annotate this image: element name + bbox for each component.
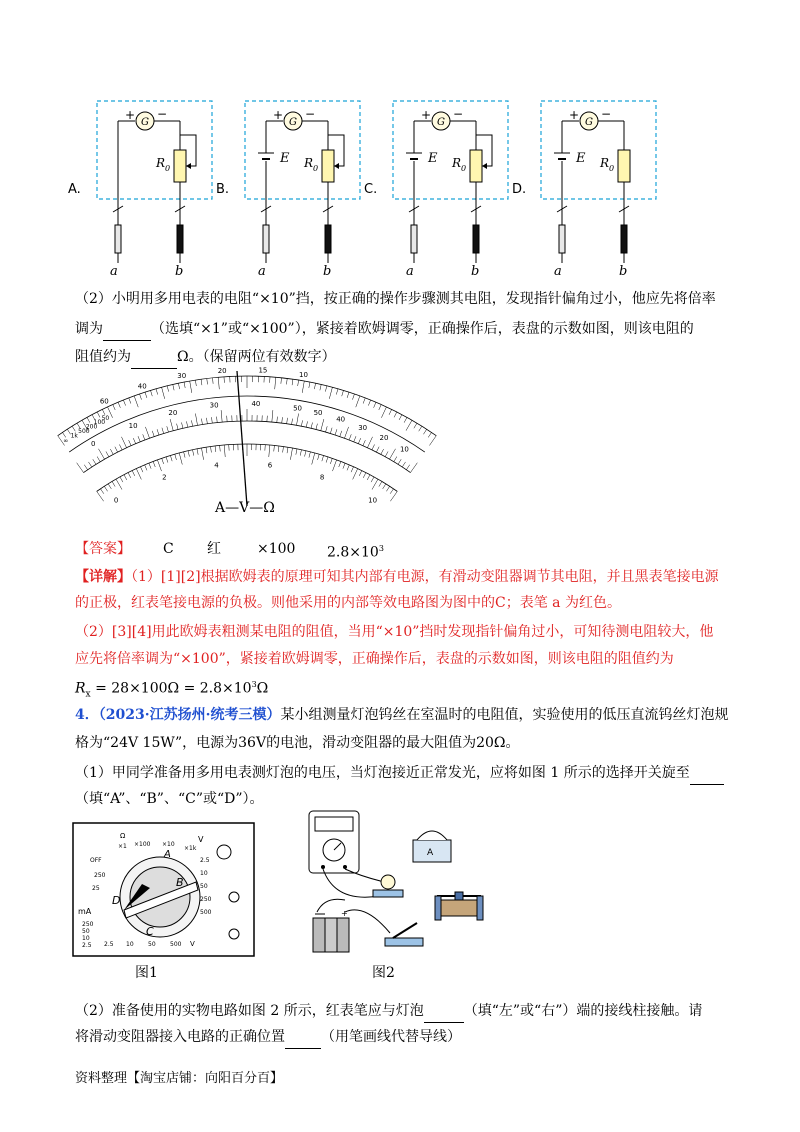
q4-p1-line2: （填“A”、“B”、“C”或“D”）。 [75, 791, 264, 807]
svg-text:6: 6 [267, 461, 273, 470]
svg-text:50: 50 [293, 404, 303, 413]
svg-text:∞: ∞ [63, 437, 69, 445]
knife-switch-icon [385, 923, 423, 946]
probe-a-label: a [110, 264, 118, 279]
q4-p2-line1-suffix: （填“左”或“右”）端的接线柱接触。请 [463, 1003, 703, 1019]
svg-text:2.5: 2.5 [82, 942, 92, 949]
svg-text:+: + [341, 909, 348, 918]
circuit-option-label: C. [364, 182, 378, 197]
probe-a-label: a [554, 264, 562, 279]
svg-text:OFF: OFF [90, 857, 102, 864]
svg-text:50: 50 [82, 928, 90, 935]
circuit-option-a [68, 101, 212, 279]
minus-label: − [157, 107, 168, 121]
q4-blank-1[interactable] [690, 762, 724, 785]
minus-label: − [305, 107, 316, 121]
plus-label: + [125, 108, 136, 122]
svg-text:250: 250 [200, 896, 212, 903]
svg-text:×1: ×1 [118, 843, 127, 850]
q2-line2 [75, 318, 694, 341]
svg-text:×10: ×10 [162, 841, 175, 848]
q4-p2-line2 [75, 1026, 461, 1049]
q4-p1-line1-text: （1）甲同学准备用多用电表测灯泡的电压，当灯泡接近正常发光，应将如图 1 所示的选择开关旋至 [75, 765, 690, 781]
galvanometer-label: G [141, 117, 149, 128]
fig1-caption: 图1 [135, 965, 158, 981]
ammeter-icon [413, 831, 451, 862]
lamp-icon [373, 875, 403, 897]
rheostat-label: $R_0$ [600, 156, 615, 173]
svg-text:×1k: ×1k [184, 845, 197, 852]
q4-line1-text: 某小组测量灯泡钨丝在室温时的电阻值，实验使用的低压直流钨丝灯泡规 [280, 707, 729, 723]
q4-p1-line1 [75, 762, 724, 785]
svg-text:10: 10 [368, 496, 378, 505]
answer-label: 【答案】 [75, 541, 131, 557]
probe-b-label: b [175, 264, 184, 279]
meter-dial-figure [65, 366, 430, 526]
emf-label: E [576, 151, 586, 166]
detail-formula: $R_x = 28\times 100\Omega = 2.8\times 10^3\Omega$ [75, 680, 269, 700]
svg-text:50: 50 [101, 415, 110, 423]
svg-text:10: 10 [200, 870, 208, 877]
answer-row [75, 538, 384, 561]
rheostat-label: $R_0$ [156, 156, 171, 173]
galvanometer-label: G [585, 117, 593, 128]
probe-a-label: a [406, 264, 414, 279]
q4-source: （2023·江苏扬州·统考三模） [98, 707, 281, 723]
probe-b-label: b [619, 264, 628, 279]
q4-p2-line1-text: （2）准备使用的实物电路如图 2 所示，红表笔应与灯泡 [75, 1003, 424, 1019]
svg-text:×100: ×100 [134, 841, 151, 848]
physical-circuit-figure [295, 808, 485, 963]
probe-b-label: b [323, 264, 332, 279]
svg-text:500: 500 [170, 941, 182, 948]
q4-line2: 格为“24V 15W”，电源为36V的电池，滑动变阻器的最大阻值为20Ω。 [75, 735, 520, 751]
circuit-option-b [216, 101, 360, 279]
dial-caption: A—V—Ω [215, 500, 275, 516]
q4-number: 4． [75, 707, 99, 723]
q4-p2-line2-suffix: （用笔画线代替导线） [321, 1029, 461, 1045]
rheostat-icon [435, 892, 483, 920]
svg-text:V: V [190, 940, 195, 948]
detail-line3: （2）[3][4]用此欧姆表粗测某电阻的阻值，当用“×10”挡时发现指针偏角过小，可知待测电阻较大，他 [75, 624, 714, 640]
svg-text:10: 10 [82, 935, 90, 942]
svg-text:B: B [176, 876, 184, 889]
svg-text:10: 10 [126, 941, 134, 948]
probe-b-label: b [471, 264, 480, 279]
svg-text:10: 10 [399, 445, 409, 454]
q2-line1: （2）小明用多用电表的电阻“×10”挡，按正确的操作步骤测其电阻，发现指针偏角过小，他应先将倍率 [75, 291, 716, 307]
minus-label: − [453, 107, 464, 121]
svg-text:40: 40 [137, 382, 147, 391]
galvanometer-label: G [289, 117, 297, 128]
answer-item-3: ×100 [257, 541, 296, 557]
answer-item-4: $2.8\times 10^3$ [327, 544, 384, 561]
detail-label: 【详解】 [75, 569, 131, 585]
svg-text:0: 0 [91, 440, 96, 449]
svg-text:4: 4 [214, 461, 219, 470]
q4-line1 [75, 704, 728, 726]
dial-pointer [237, 371, 247, 506]
svg-text:60: 60 [99, 397, 109, 406]
svg-text:A: A [427, 848, 434, 858]
svg-text:V: V [198, 835, 204, 844]
q4-p2-line1 [75, 1000, 702, 1023]
circuit-option-label: B. [216, 182, 230, 197]
emf-label: E [280, 151, 290, 166]
svg-text:A: A [164, 849, 171, 860]
rheostat-label: $R_0$ [452, 156, 467, 173]
svg-text:20: 20 [168, 408, 178, 417]
svg-text:30: 30 [209, 401, 219, 410]
svg-text:40: 40 [336, 415, 346, 424]
svg-text:2: 2 [162, 473, 167, 482]
svg-text:mA: mA [78, 907, 92, 916]
svg-text:Ω: Ω [120, 832, 126, 840]
svg-text:20: 20 [379, 433, 389, 442]
svg-text:1k: 1k [70, 432, 78, 440]
battery-icon [313, 909, 349, 952]
svg-text:500: 500 [78, 427, 90, 435]
q2-line3-suffix: Ω。（保留两位有效数字） [177, 349, 336, 365]
emf-label: E [428, 151, 438, 166]
circuit-options-figure [60, 95, 660, 280]
svg-text:20: 20 [217, 366, 227, 375]
selector-switch-figure [72, 822, 255, 957]
svg-text:200: 200 [85, 423, 98, 431]
answer-item-1: C [163, 541, 174, 557]
plus-label: + [421, 108, 432, 122]
detail-line4: 应先将倍率调为“×100”，紧接着欧姆调零，正确操作后，表盘的示数如图，则该电阻的阻值约为 [75, 651, 674, 667]
rheostat-label: $R_0$ [304, 156, 319, 173]
circuit-option-label: D. [512, 182, 527, 197]
detail-line1-text: （1）[1][2]根据欧姆表的原理可知其内部有电源，有滑动变阻器调节其电阻，并且黑表笔接电源 [131, 569, 719, 585]
answer-item-2: 红 [207, 541, 221, 557]
svg-text:2.5: 2.5 [200, 857, 210, 864]
svg-text:50: 50 [313, 408, 323, 417]
fig2-caption: 图2 [372, 965, 395, 981]
probe-a-label: a [258, 264, 266, 279]
circuit-option-c [364, 101, 508, 279]
svg-text:2.5: 2.5 [104, 941, 114, 948]
svg-text:40: 40 [251, 400, 261, 409]
svg-text:250: 250 [82, 921, 94, 928]
svg-text:0: 0 [113, 496, 119, 505]
detail-line1 [75, 566, 719, 588]
q2-blank-1[interactable] [103, 318, 151, 341]
svg-text:15: 15 [258, 366, 268, 375]
svg-text:30: 30 [358, 423, 368, 432]
svg-text:10: 10 [298, 371, 308, 380]
q2-line3-prefix: 阻值约为 [75, 349, 131, 365]
page-footer: 资料整理【淘宝店铺：向阳百分百】 [75, 1071, 284, 1086]
q2-line2-prefix: 调为 [75, 321, 103, 337]
svg-text:500: 500 [200, 909, 212, 916]
svg-text:250: 250 [94, 872, 106, 879]
q2-line2-suffix: （选填“×1”或“×100”），紧接着欧姆调零，正确操作后，表盘的示数如图，则该电阻的 [151, 321, 694, 337]
svg-text:25: 25 [92, 885, 100, 892]
svg-text:8: 8 [319, 473, 325, 482]
circuit-option-label: A. [68, 182, 81, 197]
minus-label: − [601, 107, 612, 121]
svg-text:D: D [112, 894, 121, 907]
circuit-option-d [512, 101, 656, 279]
q4-p2-line2-text: 将滑动变阻器接入电路的正确位置 [75, 1029, 285, 1045]
svg-text:10: 10 [128, 421, 138, 430]
plus-label: + [273, 108, 284, 122]
svg-text:50: 50 [148, 941, 156, 948]
svg-text:100: 100 [93, 419, 106, 427]
q4-blank-2[interactable] [424, 1000, 464, 1023]
svg-text:C: C [146, 925, 154, 938]
galvanometer-label: G [437, 117, 445, 128]
svg-text:50: 50 [200, 883, 208, 890]
plus-label: + [569, 108, 580, 122]
q4-blank-3[interactable] [285, 1026, 321, 1049]
svg-text:30: 30 [177, 372, 187, 381]
detail-line2: 的正极，红表笔接电源的负极。则他采用的内部等效电路图为图中的C；表笔 a 为红色。 [75, 595, 621, 611]
